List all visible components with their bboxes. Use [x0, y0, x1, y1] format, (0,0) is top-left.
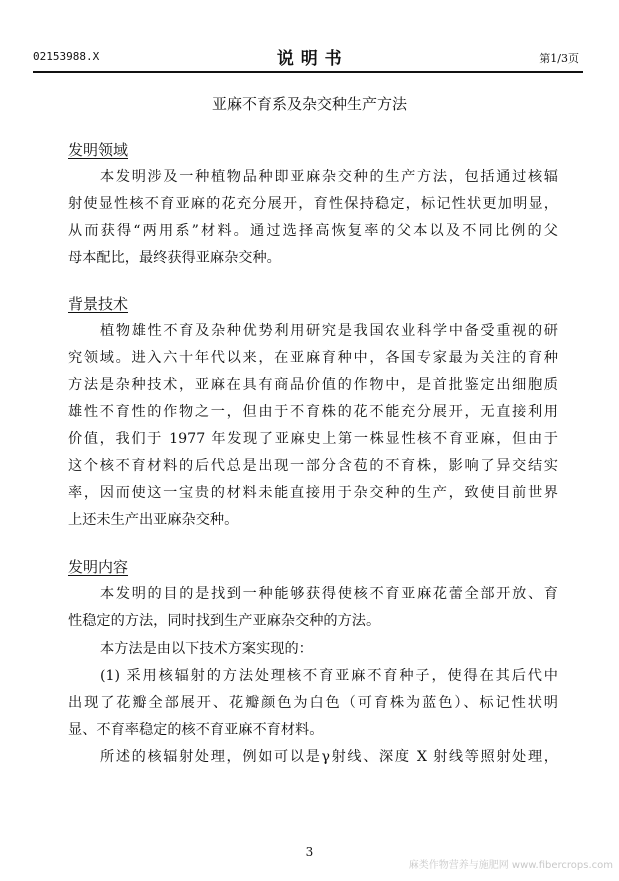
paragraph-line: 所述的核辐射处理，例如可以是γ射线、深度 X 射线等照射处理，	[100, 749, 558, 765]
page-number: 3	[305, 845, 314, 859]
paragraph-line: 出现了花瓣全部展开、花瓣颜色为白色（可育株为蓝色）、标记性状明	[68, 695, 558, 711]
paragraph-line: 性稳定的方法，同时找到生产亚麻杂交种的方法。	[68, 613, 381, 629]
paragraph-line: 植物雄性不育及杂种优势利用研究是我国农业科学中备受重视的研	[100, 323, 558, 339]
paragraph-line: 本发明涉及一种植物品种即亚麻杂交种的生产方法，包括通过核辐	[100, 169, 558, 185]
paragraph-line: (1) 采用核辐射的方法处理核不育亚麻不育种子，使得在其后代中	[100, 668, 558, 684]
paragraph-line: 这个核不育材料的后代总是出现一部分含苞的不育株，影响了异交结实	[68, 458, 558, 474]
paragraph-line: 上还未生产出亚麻杂交种。	[68, 512, 239, 528]
paragraph-line: 本方法是由以下技术方案实现的：	[100, 641, 313, 657]
paragraph-line: 显、不育率稳定的核不育亚麻不育材料。	[68, 722, 324, 738]
patent-number: 02153988.X	[33, 50, 100, 63]
paragraph-line: 母本配比，最终获得亚麻杂交种。	[68, 250, 281, 266]
paragraph-line: 本发明的目的是找到一种能够获得使核不育亚麻花蕾全部开放、育	[100, 586, 558, 602]
section-heading-background: 背景技术	[68, 295, 129, 313]
paragraph-line: 方法是杂种技术，亚麻在具有商品价值的作物中，是首批鉴定出细胞质	[68, 377, 558, 393]
watermark: 麻类作物营养与施肥网 www.fibercrops.com	[408, 860, 613, 871]
invention-title: 亚麻不育系及杂交种生产方法	[211, 95, 407, 113]
paragraph-line: 从而获得“两用系”材料。通过选择高恢复率的父本以及不同比例的父	[68, 223, 558, 239]
paragraph-line: 射使显性核不育亚麻的花充分展开，育性保持稳定，标记性状更加明显，	[68, 196, 558, 212]
paragraph-line: 价值，我们于 1977 年发现了亚麻史上第一株显性核不育亚麻，但由于	[68, 431, 558, 447]
paragraph-line: 率，因而使这一宝贵的材料未能直接用于杂交种的生产，致使目前世界	[68, 485, 558, 501]
header-rule	[33, 71, 583, 73]
document-type-title: 说 明 书	[276, 49, 343, 69]
section-heading-field: 发明领域	[68, 141, 129, 159]
paragraph-line: 究领域。进入六十年代以来，在亚麻育种中，各国专家最为关注的育种	[68, 350, 558, 366]
section-heading-content: 发明内容	[68, 558, 129, 576]
page-indicator: 第1/3页	[539, 52, 579, 65]
paragraph-line: 雄性不育性的作物之一，但由于不育株的花不能充分展开，无直接利用	[68, 404, 558, 420]
